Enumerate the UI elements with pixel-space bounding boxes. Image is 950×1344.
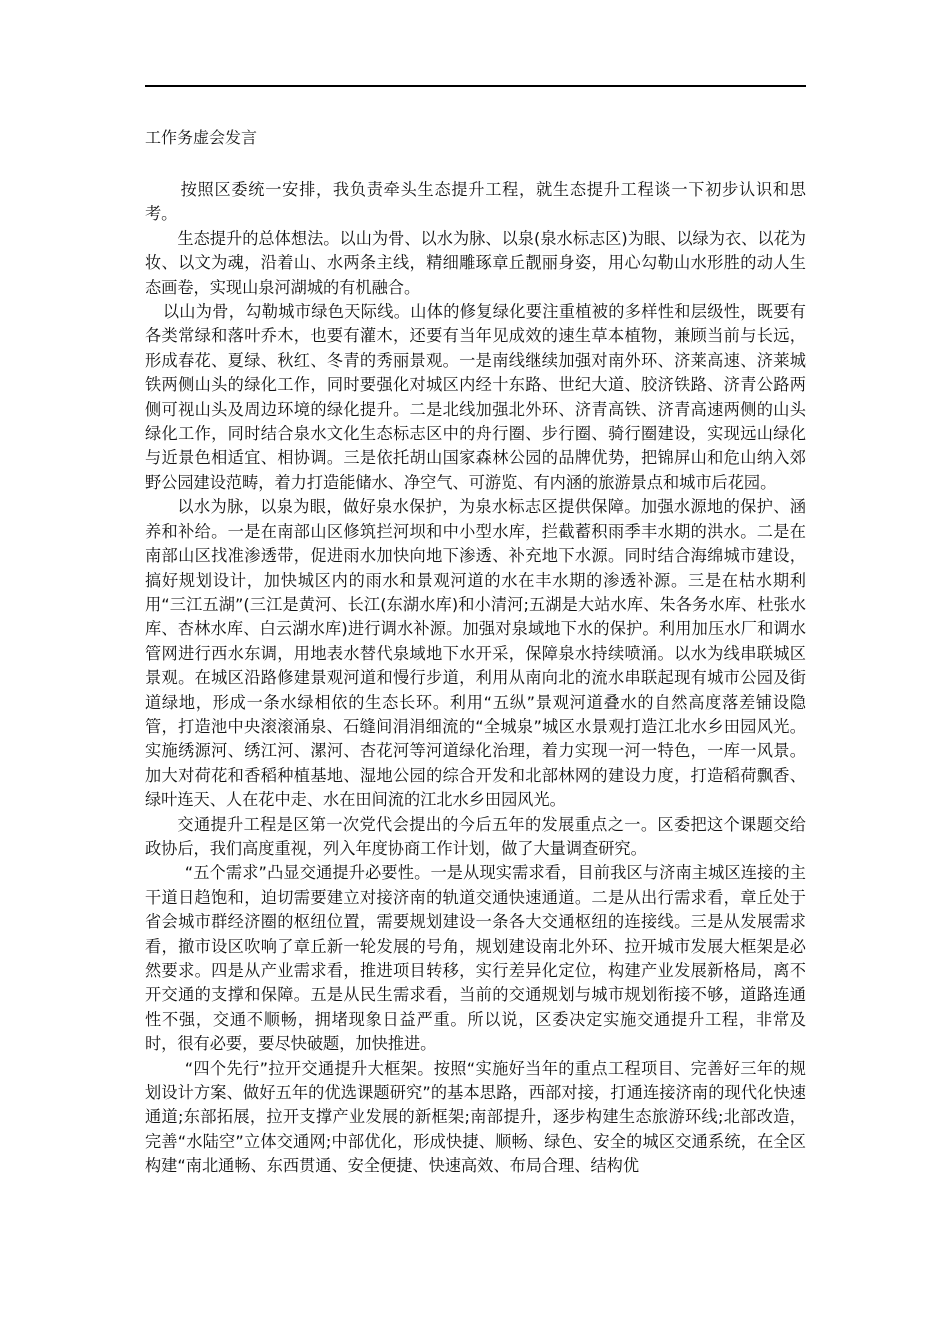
- document-body: [145, 178, 806, 1179]
- paragraph: 生态提升的总体想法。以山为骨、以水为脉、以泉(泉水标志区)为眼、以绿为衣、以花为妆、以文为魂，沿着山、水两条主线，精细雕琢章丘靓丽身姿，用心勾勒山水形胜的动人生态画卷，实现山泉河湖城的有机融合。: [145, 228, 806, 297]
- header-rule: [145, 85, 806, 87]
- document-title: 工作务虚会发言: [145, 128, 258, 147]
- paragraph: “四个先行”拉开交通提升大框架。按照“实施好当年的重点工程项目、完善好三年的规划设计方案、做好五年的优选课题研究”的基本思路，西部对接，打通连接济南的现代化快速通道;东部拓展，拉开支撑产业发展的新框架;南部提升，逐步构建生态旅游环线;北部改造，完善“水陆空”立体交通网;中部优化，形成快捷、顺畅、绿色、安全的城区交通系统，在全区构建“南北通畅、东西贯通、安全便捷、快速高效、布局合理、结构优: [145, 1058, 806, 1176]
- paragraph: 按照区委统一安排，我负责牵头生态提升工程，就生态提升工程谈一下初步认识和思考。: [145, 180, 806, 224]
- paragraph: 以水为脉，以泉为眼，做好泉水保护，为泉水标志区提供保障。加强水源地的保护、涵养和补给。一是在南部山区修筑拦河坝和中小型水库，拦截蓄积雨季丰水期的洪水。二是在南部山区找准渗透带，促进雨水加快向地下渗透、补充地下水源。同时结合海绵城市建设，搞好规划设计，加快城区内的雨水和景观河道的水在丰水期的渗透补源。三是在枯水期利用“三江五湖”(三江是黄河、长江(东湖水库)和小清河;五湖是大站水库、朱各务水库、杜张水库、杏林水库、白云湖水库)进行调水补源。加强对泉域地下水的保护。利用加压水厂和调水管网进行西水东调，用地表水替代泉域地下水开采，保障泉水持续喷涌。以水为线串联城区景观。在城区沿路修建景观河道和慢行步道，利用从南向北的流水串联起现有城市公园及街道绿地，形成一条水绿相依的生态长环。利用“五纵”景观河道叠水的自然高度落差铺设隐管，打造池中央滚滚涌泉、石缝间涓涓细流的“全城泉”城区水景观打造江北水乡田园风光。实施绣源河、绣江河、漯河、杏花河等河道绿化治理，着力实现一河一特色，一库一风景。加大对荷花和香稻种植基地、湿地公园的综合开发和北部林网的建设力度，打造稻荷飘香、绿叶连天、人在花中走、水在田间流的江北水乡田园风光。: [145, 497, 806, 810]
- paragraph: 交通提升工程是区第一次党代会提出的今后五年的发展重点之一。区委把这个课题交给政协后，我们高度重视，列入年度协商工作计划，做了大量调查研究。: [145, 814, 806, 858]
- paragraph: “五个需求”凸显交通提升必要性。一是从现实需求看，目前我区与济南主城区连接的主干道日趋饱和，迫切需要建立对接济南的轨道交通快速通道。二是从出行需求看，章丘处于省会城市群经济圈的枢纽位置，需要规划建设一条各大交通枢纽的连接线。三是从发展需求看，撤市设区吹响了章丘新一轮发展的号角，规划建设南北外环、拉开城市发展大框架是必然要求。四是从产业需求看，推进项目转移，实行差异化定位，构建产业发展新格局，离不开交通的支撑和保障。五是从民生需求看，当前的交通规划与城市规划衔接不够，道路连通性不强，交通不顺畅，拥堵现象日益严重。所以说，区委决定实施交通提升工程，非常及时，很有必要，要尽快破题，加快推进。: [145, 863, 806, 1054]
- paragraph: 以山为骨，勾勒城市绿色天际线。山体的修复绿化要注重植被的多样性和层级性，既要有各类常绿和落叶乔木，也要有灌木，还要有当年见成效的速生草本植物，兼顾当前与长远，形成春花、夏绿、秋红、冬青的秀丽景观。一是南线继续加强对南外环、济莱高速、济莱城铁两侧山头的绿化工作，同时要强化对城区内经十东路、世纪大道、胶济铁路、济青公路两侧可视山头及周边环境的绿化提升。二是北线加强北外环、济青高铁、济青高速两侧的山头绿化工作，同时结合泉水文化生态标志区中的舟行圈、步行圈、骑行圈建设，实现远山绿化与近景色相适宜、相协调。三是依托胡山国家森林公园的品牌优势，把锦屏山和危山纳入郊野公园建设范畴，着力打造能储水、净空气、可游览、有内涵的旅游景点和城市后花园。: [145, 302, 806, 492]
